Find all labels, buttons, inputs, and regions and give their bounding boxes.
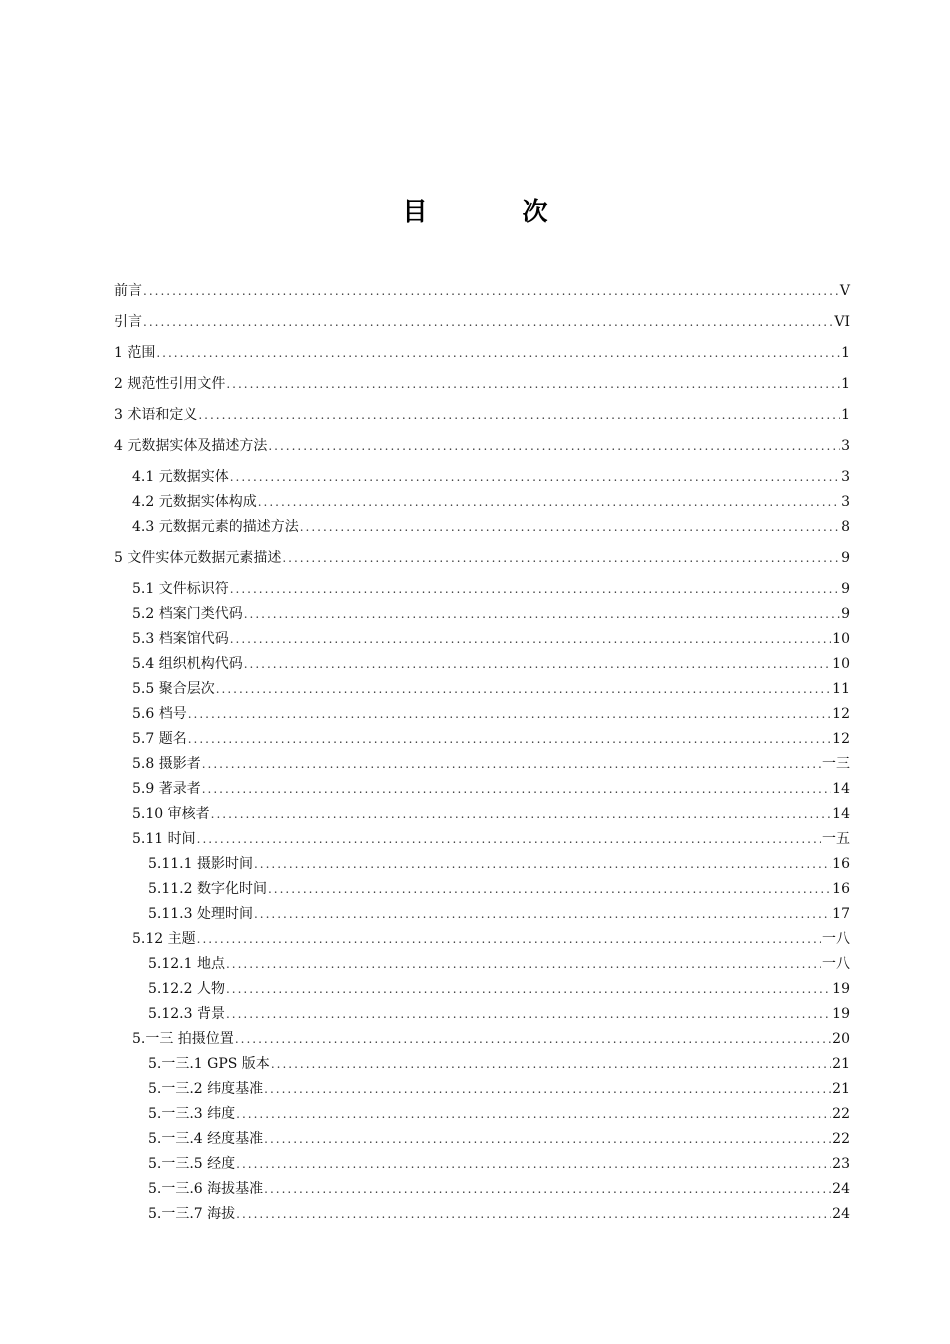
toc-leader-dots bbox=[143, 312, 833, 332]
toc-entry-page: 14 bbox=[832, 781, 850, 797]
toc-entry-label: 5.10 审核者 bbox=[132, 806, 210, 822]
toc-entry[interactable] bbox=[148, 954, 850, 974]
toc-entry-label: 5.7 题名 bbox=[132, 731, 187, 747]
toc-entry-label: 4.1 元数据实体 bbox=[132, 469, 229, 485]
toc-entry-label: 5.11.3 处理时间 bbox=[148, 906, 253, 922]
toc-entry-page: 1 bbox=[841, 407, 850, 423]
toc-leader-dots bbox=[264, 1129, 831, 1149]
toc-leader-dots bbox=[230, 629, 831, 649]
toc-entry-label: 5.5 聚合层次 bbox=[132, 681, 215, 697]
toc-entry[interactable] bbox=[132, 517, 850, 537]
toc-entry-page: 9 bbox=[841, 550, 850, 566]
toc-entry[interactable] bbox=[114, 405, 850, 425]
toc-entry[interactable] bbox=[148, 1054, 850, 1074]
toc-entry-label: 4.3 元数据元素的描述方法 bbox=[132, 519, 299, 535]
toc-entry[interactable] bbox=[148, 879, 850, 899]
toc-leader-dots bbox=[268, 436, 840, 456]
toc-entry[interactable] bbox=[132, 467, 850, 487]
toc-leader-dots bbox=[230, 467, 840, 487]
toc-entry-label: 5 文件实体元数据元素描述 bbox=[114, 550, 282, 566]
toc-entry-page: 11 bbox=[832, 681, 850, 697]
toc-entry-page: 19 bbox=[832, 1006, 850, 1022]
toc-entry-label: 2 规范性引用文件 bbox=[114, 376, 226, 392]
toc-entry-label: 5.12.3 背景 bbox=[148, 1006, 225, 1022]
toc-entry-label: 5.12.1 地点 bbox=[148, 956, 225, 972]
toc-leader-dots bbox=[226, 374, 840, 394]
toc-entry[interactable] bbox=[148, 1154, 850, 1174]
toc-entry[interactable] bbox=[132, 929, 850, 949]
toc-entry-page: 22 bbox=[832, 1131, 850, 1147]
toc-entry[interactable] bbox=[132, 779, 850, 799]
toc-entry-label: 3 术语和定义 bbox=[114, 407, 198, 423]
toc-entry-page: 9 bbox=[841, 581, 850, 597]
toc-leader-dots bbox=[258, 492, 840, 512]
toc-entry-page: 12 bbox=[832, 731, 850, 747]
toc-entry-label: 5.一三.3 纬度 bbox=[148, 1106, 236, 1122]
toc-entry-label: 5.11.1 摄影时间 bbox=[148, 856, 253, 872]
toc-entry[interactable] bbox=[132, 729, 850, 749]
toc-leader-dots bbox=[236, 1154, 831, 1174]
toc-entry[interactable] bbox=[148, 1004, 850, 1024]
toc-leader-dots bbox=[197, 829, 821, 849]
toc-leader-dots bbox=[236, 1104, 831, 1124]
toc-leader-dots bbox=[202, 779, 831, 799]
toc-leader-dots bbox=[226, 954, 821, 974]
toc-leader-dots bbox=[254, 854, 831, 874]
toc-entry[interactable] bbox=[114, 436, 850, 456]
toc-entry-page: 17 bbox=[832, 906, 850, 922]
toc-entry-label: 4 元数据实体及描述方法 bbox=[114, 438, 268, 454]
toc-entry-label: 5.4 组织机构代码 bbox=[132, 656, 243, 672]
toc-leader-dots bbox=[226, 1004, 831, 1024]
toc-leader-dots bbox=[244, 654, 831, 674]
toc-entry-page: 16 bbox=[832, 881, 850, 897]
toc-entry-label: 5.一三.4 经度基准 bbox=[148, 1131, 264, 1147]
toc-entry[interactable] bbox=[132, 1029, 850, 1049]
toc-entry-page: 3 bbox=[841, 438, 850, 454]
toc-leader-dots bbox=[188, 704, 831, 724]
toc-leader-dots bbox=[264, 1179, 831, 1199]
toc-entry-page: 14 bbox=[832, 806, 850, 822]
toc-entry-label: 5.6 档号 bbox=[132, 706, 187, 722]
toc-leader-dots bbox=[156, 343, 840, 363]
toc-entry[interactable] bbox=[148, 1079, 850, 1099]
toc-leader-dots bbox=[235, 1029, 831, 1049]
toc-entry-label: 5.一三.7 海拔 bbox=[148, 1206, 236, 1222]
toc-entry-page: 一八 bbox=[822, 931, 850, 947]
toc-entry-page: 16 bbox=[832, 856, 850, 872]
toc-entry[interactable] bbox=[148, 1204, 850, 1224]
toc-entry[interactable] bbox=[132, 579, 850, 599]
toc-entry-page: 9 bbox=[841, 606, 850, 622]
toc-entry-page: 21 bbox=[832, 1081, 850, 1097]
toc-entry-page: VI bbox=[834, 314, 850, 330]
toc-entry-label: 5.一三.2 纬度基准 bbox=[148, 1081, 264, 1097]
toc-entry[interactable] bbox=[148, 854, 850, 874]
toc-entry-label: 5.9 著录者 bbox=[132, 781, 201, 797]
toc-entry[interactable] bbox=[132, 754, 850, 774]
toc-entry[interactable] bbox=[148, 1179, 850, 1199]
toc-entry-label: 4.2 元数据实体构成 bbox=[132, 494, 257, 510]
toc-entry-page: 1 bbox=[841, 345, 850, 361]
toc-entry[interactable] bbox=[148, 904, 850, 924]
toc-leader-dots bbox=[211, 804, 832, 824]
toc-entry[interactable] bbox=[114, 374, 850, 394]
toc-entry-label: 5.11.2 数字化时间 bbox=[148, 881, 267, 897]
toc-leader-dots bbox=[188, 729, 831, 749]
toc-entry[interactable] bbox=[148, 979, 850, 999]
toc-entry-label: 5.一三.5 经度 bbox=[148, 1156, 236, 1172]
toc-leader-dots bbox=[264, 1079, 831, 1099]
toc-entry-page: 1 bbox=[841, 376, 850, 392]
toc-leader-dots bbox=[254, 904, 831, 924]
title-part-2: 次 bbox=[522, 197, 548, 226]
toc-entry[interactable] bbox=[132, 704, 850, 724]
toc-entry[interactable] bbox=[132, 654, 850, 674]
toc-entry-label: 前言 bbox=[114, 283, 142, 299]
toc-entry-page: 24 bbox=[832, 1181, 850, 1197]
toc-entry-page: 3 bbox=[841, 469, 850, 485]
toc-entry-page: 10 bbox=[832, 631, 850, 647]
toc-entry-page: 23 bbox=[832, 1156, 850, 1172]
toc-entry[interactable] bbox=[132, 829, 850, 849]
page-title bbox=[0, 192, 950, 228]
toc-leader-dots bbox=[216, 679, 831, 699]
toc-entry-label: 5.12.2 人物 bbox=[148, 981, 225, 997]
toc-entry[interactable] bbox=[114, 312, 850, 332]
toc-entry-label: 5.12 主题 bbox=[132, 931, 196, 947]
toc-entry-label: 引言 bbox=[114, 314, 142, 330]
toc-entry[interactable] bbox=[148, 1129, 850, 1149]
toc-entry-label: 5.1 文件标识符 bbox=[132, 581, 229, 597]
toc-entry-page: 20 bbox=[832, 1031, 850, 1047]
toc-entry-label: 5.8 摄影者 bbox=[132, 756, 201, 772]
toc-entry-label: 5.3 档案馆代码 bbox=[132, 631, 229, 647]
toc-entry-label: 5.2 档案门类代码 bbox=[132, 606, 243, 622]
toc-entry[interactable] bbox=[132, 629, 850, 649]
toc-entry-page: 12 bbox=[832, 706, 850, 722]
toc-entry-page: 10 bbox=[832, 656, 850, 672]
toc-entry-label: 5.一三.6 海拔基准 bbox=[148, 1181, 264, 1197]
toc-entry-page: 一三 bbox=[822, 756, 850, 772]
toc-entry-label: 5.一三.1 GPS 版本 bbox=[148, 1056, 270, 1072]
toc-leader-dots bbox=[202, 754, 821, 774]
toc-entry[interactable] bbox=[132, 492, 850, 512]
toc-leader-dots bbox=[300, 517, 840, 537]
toc-entry[interactable] bbox=[114, 281, 850, 301]
toc-entry[interactable] bbox=[132, 604, 850, 624]
toc-leader-dots bbox=[268, 879, 831, 899]
toc-entry-page: 21 bbox=[832, 1056, 850, 1072]
toc-leader-dots bbox=[236, 1204, 831, 1224]
toc-entry-label: 5.11 时间 bbox=[132, 831, 196, 847]
toc-leader-dots bbox=[244, 604, 840, 624]
toc-entry[interactable] bbox=[114, 343, 850, 363]
toc-leader-dots bbox=[282, 548, 840, 568]
toc-entry[interactable] bbox=[114, 548, 850, 568]
toc-entry-page: 19 bbox=[832, 981, 850, 997]
toc-leader-dots bbox=[143, 281, 839, 301]
toc-leader-dots bbox=[198, 405, 840, 425]
toc-entry-page: 一八 bbox=[822, 956, 850, 972]
toc-leader-dots bbox=[197, 929, 821, 949]
toc-entry[interactable] bbox=[132, 679, 850, 699]
title-part-1: 目 bbox=[402, 197, 428, 226]
toc-entry-label: 5.一三 拍摄位置 bbox=[132, 1031, 234, 1047]
toc-entry-page: V bbox=[839, 283, 850, 299]
toc-entry-label: 1 范围 bbox=[114, 345, 156, 361]
toc-leader-dots bbox=[230, 579, 840, 599]
toc-entry-page: 3 bbox=[841, 494, 850, 510]
toc-entry[interactable] bbox=[148, 1104, 850, 1124]
toc-leader-dots bbox=[271, 1054, 831, 1074]
toc-entry-page: 一五 bbox=[822, 831, 850, 847]
toc-entry-page: 24 bbox=[832, 1206, 850, 1222]
toc-entry[interactable] bbox=[132, 804, 850, 824]
toc-entry-page: 22 bbox=[832, 1106, 850, 1122]
toc-leader-dots bbox=[226, 979, 831, 999]
toc-entry-page: 8 bbox=[841, 519, 850, 535]
